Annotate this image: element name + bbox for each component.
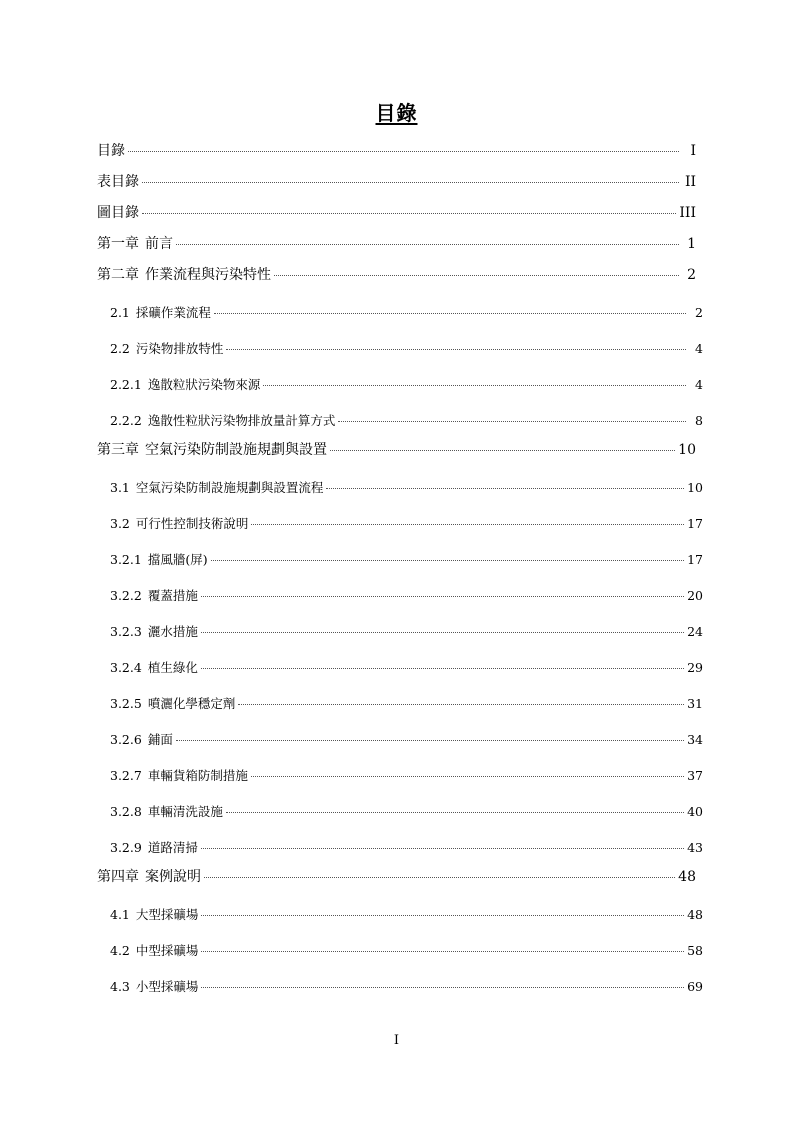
toc-entry-number: 2.2.1: [110, 377, 142, 392]
toc-entry-title: 作業流程與污染特性: [145, 267, 271, 283]
toc-entry-number: 第二章: [97, 267, 139, 283]
toc-entry-section-3-1[interactable]: [110, 478, 703, 498]
toc-entry-title: 污染物排放特性: [135, 341, 224, 356]
toc-entry-page: 34: [687, 732, 703, 747]
toc-leader: [226, 812, 684, 813]
toc-leader: [211, 560, 685, 561]
toc-entry-title: 灑水措施: [147, 624, 198, 639]
toc-entry-section-2-2[interactable]: [110, 339, 703, 359]
toc-entry-title: 車輛貨箱防制措施: [147, 768, 248, 783]
toc-entry-title: 目錄: [97, 143, 125, 159]
toc-entry-section-3-2-6[interactable]: [110, 730, 703, 750]
toc-leader: [326, 488, 684, 489]
toc-entry-page: 24: [687, 624, 703, 639]
toc-entry-title: 小型採礦場: [135, 979, 199, 994]
toc-entry-section-3-2-9[interactable]: [110, 838, 703, 858]
toc-entry-page: II: [684, 174, 696, 190]
toc-entry-title: 逸散性粒狀污染物排放量計算方式: [147, 413, 336, 428]
toc-entry-section-2-2-1[interactable]: [110, 375, 703, 395]
toc-entry-title: 擋風牆(屏): [147, 552, 208, 567]
toc-leader: [201, 632, 684, 633]
toc-entry-page: 37: [687, 768, 703, 783]
toc-entry-title: 大型採礦場: [135, 907, 199, 922]
toc-entry-page: 40: [687, 804, 703, 819]
toc-leader: [251, 776, 684, 777]
toc-entry-figure-list[interactable]: [97, 202, 696, 222]
toc-entry-section-3-2[interactable]: [110, 514, 703, 534]
toc-entry-number: 3.2.7: [110, 768, 142, 783]
toc-entry-number: 3.2: [110, 516, 130, 531]
toc-entry-title: 採礦作業流程: [135, 305, 211, 320]
toc-entry-section-3-2-8[interactable]: [110, 802, 703, 822]
toc-entry-table-list[interactable]: [97, 171, 696, 191]
toc-leader: [201, 596, 684, 597]
toc-entry-page: 17: [687, 516, 703, 531]
toc-leader: [204, 877, 675, 878]
toc-entry-chapter-3[interactable]: [97, 439, 696, 459]
toc-leader: [176, 244, 679, 245]
page-title: [0, 97, 793, 126]
toc-entry-section-3-2-2[interactable]: [110, 586, 703, 606]
toc-entry-number: 3.2.2: [110, 588, 142, 603]
toc-entry-chapter-4[interactable]: [97, 866, 696, 886]
toc-entry-number: 3.2.5: [110, 696, 142, 711]
toc-entry-section-2-1[interactable]: [110, 303, 703, 323]
toc-entry-page: 4: [695, 341, 703, 356]
toc-entry-page: 48: [687, 907, 703, 922]
toc-entry-number: 3.2.8: [110, 804, 142, 819]
toc-leader: [201, 987, 684, 988]
toc-leader: [251, 524, 684, 525]
toc-entry-chapter-1[interactable]: [97, 233, 696, 253]
toc-entry-page: 4: [695, 377, 703, 392]
toc-entry-title: 道路清掃: [147, 840, 198, 855]
toc-entry-title: 空氣污染防制設施規劃與設置流程: [135, 480, 324, 495]
toc-leader: [274, 275, 679, 276]
toc-entry-page: 8: [695, 413, 703, 428]
toc-entry-number: 4.2: [110, 943, 130, 958]
toc-entry-section-3-2-1[interactable]: [110, 550, 703, 570]
toc-entry-number: 3.2.6: [110, 732, 142, 747]
toc-entry-section-4-2[interactable]: [110, 941, 703, 961]
toc-entry-title: 鋪面: [147, 732, 173, 747]
toc-leader: [201, 951, 684, 952]
toc-leader: [176, 740, 684, 741]
toc-entry-page: 10: [678, 442, 696, 458]
toc-entry-title: 覆蓋措施: [147, 588, 198, 603]
toc-entry-page: 17: [687, 552, 703, 567]
toc-entry-page: 29: [687, 660, 703, 675]
toc-leader: [214, 313, 686, 314]
toc-entry-section-3-2-7[interactable]: [110, 766, 703, 786]
toc-entry-number: 第四章: [97, 869, 139, 885]
page-title-text: 目錄: [375, 101, 418, 125]
toc-entry-number: 3.2.3: [110, 624, 142, 639]
toc-entry-title: 案例說明: [145, 869, 201, 885]
toc-entry-number: 2.1: [110, 305, 130, 320]
toc-entry-title: 逸散粒狀污染物來源: [147, 377, 261, 392]
toc-leader: [201, 848, 684, 849]
page-number-footer: I: [393, 1033, 400, 1048]
toc-leader: [338, 421, 686, 422]
toc-entry-number: 3.2.1: [110, 552, 142, 567]
toc-entry-section-4-1[interactable]: [110, 905, 703, 925]
toc-entry-title: 可行性控制技術說明: [135, 516, 249, 531]
toc-entry-page: 10: [687, 480, 703, 495]
toc-entry-number: 3.1: [110, 480, 130, 495]
toc-entry-page: 48: [678, 869, 696, 885]
toc-leader: [142, 182, 679, 183]
toc-entry-number: 第三章: [97, 442, 139, 458]
toc-entry-chapter-2[interactable]: [97, 264, 696, 284]
toc-leader: [238, 704, 684, 705]
toc-entry-title: 表目錄: [97, 174, 139, 190]
toc-entry-title: 車輛清洗設施: [147, 804, 223, 819]
toc-entry-page: 2: [687, 267, 696, 283]
toc-entry-title: 空氣污染防制設施規劃與設置: [145, 442, 327, 458]
toc-entry-section-3-2-3[interactable]: [110, 622, 703, 642]
toc-leader: [142, 213, 676, 214]
toc-entry-number: 4.3: [110, 979, 130, 994]
toc-leader: [226, 349, 686, 350]
toc-entry-title: 噴灑化學穩定劑: [147, 696, 236, 711]
toc-entry-page: 2: [695, 305, 703, 320]
toc-entry-number: 2.2: [110, 341, 130, 356]
toc-entry-number: 2.2.2: [110, 413, 142, 428]
toc-entry-section-3-2-5[interactable]: [110, 694, 703, 714]
toc-entry-section-4-3[interactable]: [110, 977, 703, 997]
toc-entry-page: 69: [687, 979, 703, 994]
toc-entry-title: 前言: [145, 236, 173, 252]
toc-entry-title: 中型採礦場: [135, 943, 199, 958]
toc-entry-contents[interactable]: [97, 140, 696, 160]
toc-leader: [201, 915, 684, 916]
toc-entry-number: 3.2.9: [110, 840, 142, 855]
toc-entry-title: 圖目錄: [97, 205, 139, 221]
toc-entry-section-2-2-2[interactable]: [110, 411, 703, 431]
toc-entry-page: I: [690, 143, 696, 159]
toc-entry-number: 3.2.4: [110, 660, 142, 675]
toc-entry-number: 第一章: [97, 236, 139, 252]
toc-leader: [201, 668, 684, 669]
toc-entry-page: 1: [687, 236, 696, 252]
toc-entry-page: 31: [687, 696, 703, 711]
toc-entry-page: 43: [687, 840, 703, 855]
toc-entry-page: 58: [687, 943, 703, 958]
toc-entry-page: 20: [687, 588, 703, 603]
toc-entry-page: III: [679, 205, 696, 221]
toc-entry-number: 4.1: [110, 907, 130, 922]
toc-leader: [263, 385, 686, 386]
toc-leader: [128, 151, 679, 152]
toc-entry-title: 植生綠化: [147, 660, 198, 675]
toc-leader: [330, 450, 675, 451]
toc-entry-section-3-2-4[interactable]: [110, 658, 703, 678]
